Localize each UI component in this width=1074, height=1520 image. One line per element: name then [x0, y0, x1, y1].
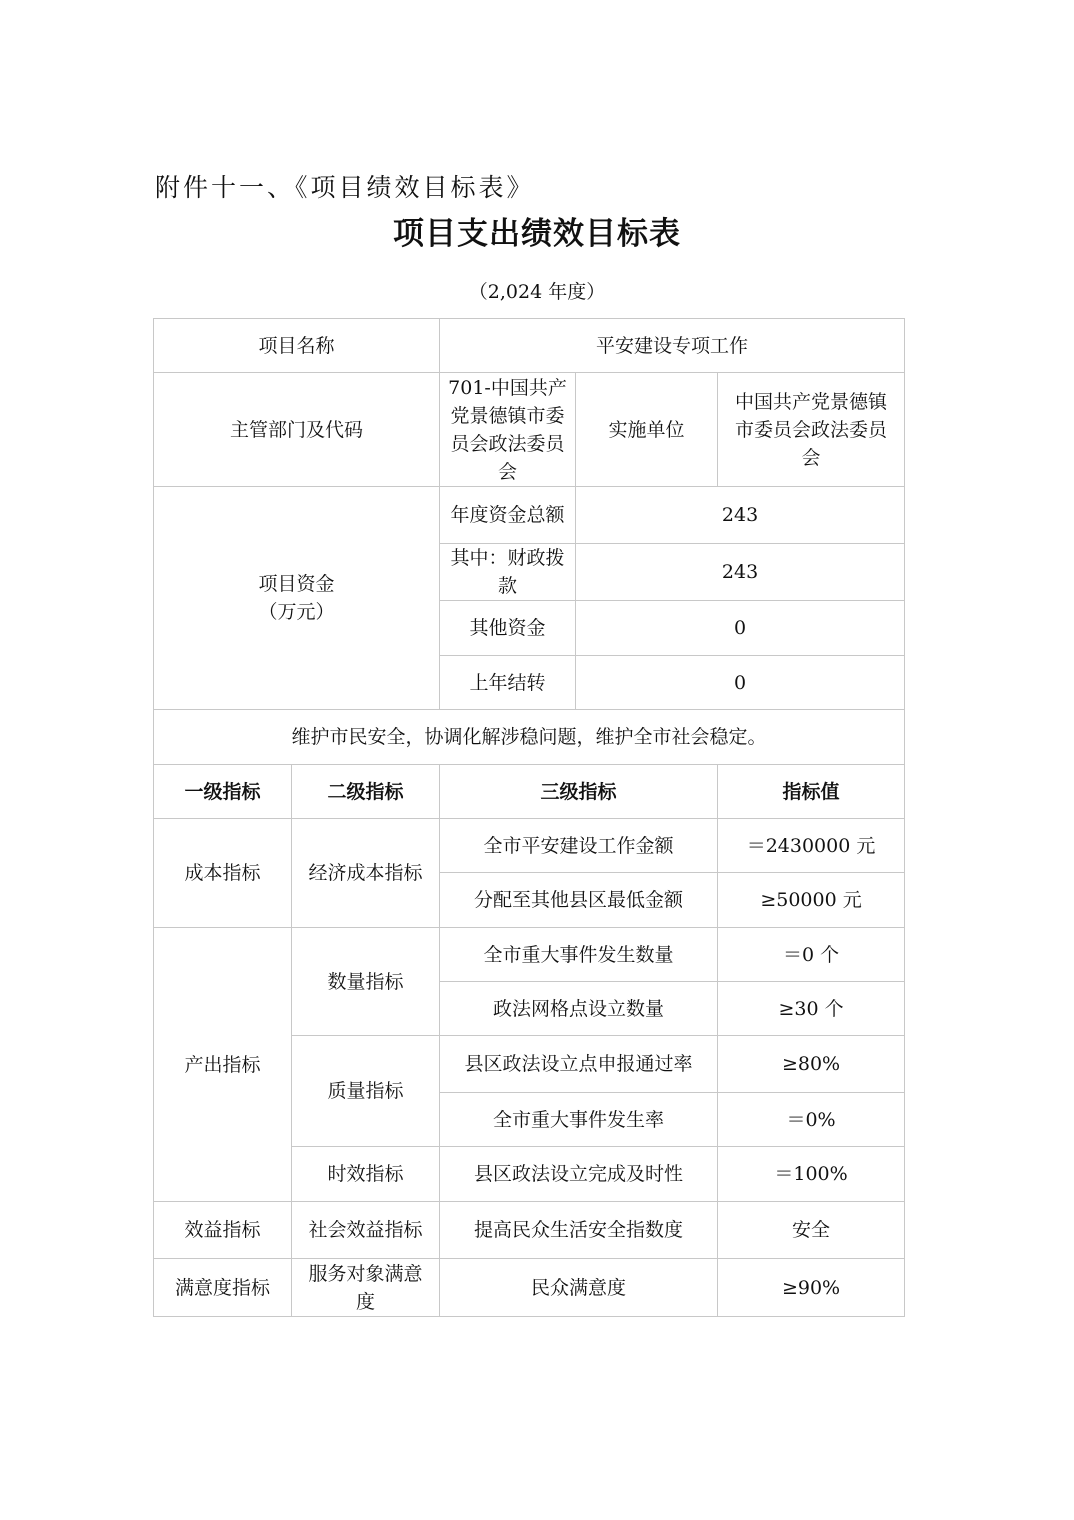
fund-fiscal-value: 243 — [576, 544, 905, 601]
fund-label: 项目资金 （万元） — [154, 487, 440, 710]
fund-other-label: 其他资金 — [440, 601, 576, 656]
header-level2: 二级指标 — [292, 765, 440, 819]
fund-total-label: 年度资金总额 — [440, 487, 576, 544]
attachment-label: 附件十一、《项目绩效目标表》 — [155, 173, 535, 202]
timeliness-level2: 时效指标 — [292, 1147, 440, 1202]
satisfaction-level2: 服务对象满意度 — [292, 1259, 440, 1317]
project-name-value: 平安建设专项工作 — [440, 319, 905, 373]
indicator-value: ＝0% — [718, 1093, 905, 1147]
indicator-value: ＝0 个 — [718, 928, 905, 982]
indicator-name: 分配至其他县区最低金额 — [440, 873, 718, 928]
quantity-level2: 数量指标 — [292, 928, 440, 1036]
performance-table — [153, 318, 905, 1317]
indicator-name: 全市平安建设工作金额 — [440, 819, 718, 873]
satisfaction-level1: 满意度指标 — [154, 1259, 292, 1317]
dept-label: 主管部门及代码 — [154, 373, 440, 487]
indicator-value: ≥30 个 — [718, 982, 905, 1036]
indicator-name: 全市重大事件发生数量 — [440, 928, 718, 982]
indicator-name: 全市重大事件发生率 — [440, 1093, 718, 1147]
fund-carryover-label: 上年结转 — [440, 656, 576, 710]
indicator-name: 政法网格点设立数量 — [440, 982, 718, 1036]
fund-fiscal-label: 其中：财政拨款 — [440, 544, 576, 601]
page-title: 项目支出绩效目标表 — [393, 216, 681, 252]
header-value: 指标值 — [718, 765, 905, 819]
header-level3: 三级指标 — [440, 765, 718, 819]
indicator-value: 安全 — [718, 1202, 905, 1259]
impl-label: 实施单位 — [576, 373, 718, 487]
project-name-label: 项目名称 — [154, 319, 440, 373]
benefit-level2: 社会效益指标 — [292, 1202, 440, 1259]
fund-carryover-value: 0 — [576, 656, 905, 710]
project-goal: 维护市民安全，协调化解涉稳问题，维护全市社会稳定。 — [154, 710, 905, 765]
indicator-value: ≥80% — [718, 1036, 905, 1093]
output-level1: 产出指标 — [154, 928, 292, 1202]
cost-level1: 成本指标 — [154, 819, 292, 928]
quality-level2: 质量指标 — [292, 1036, 440, 1147]
indicator-value: ＝2430000 元 — [718, 819, 905, 873]
benefit-level1: 效益指标 — [154, 1202, 292, 1259]
fund-total-value: 243 — [576, 487, 905, 544]
cost-level2: 经济成本指标 — [292, 819, 440, 928]
indicator-value: ≥90% — [718, 1259, 905, 1317]
indicator-name: 民众满意度 — [440, 1259, 718, 1317]
year-label: （2,024 年度） — [468, 281, 606, 303]
indicator-name: 县区政法设立完成及时性 — [440, 1147, 718, 1202]
indicator-value: ≥50000 元 — [718, 873, 905, 928]
dept-value: 701-中国共产党景德镇市委员会政法委员会 — [440, 373, 576, 487]
impl-value: 中国共产党景德镇市委员会政法委员会 — [718, 373, 905, 487]
indicator-name: 提高民众生活安全指数度 — [440, 1202, 718, 1259]
fund-other-value: 0 — [576, 601, 905, 656]
indicator-value: ＝100% — [718, 1147, 905, 1202]
header-level1: 一级指标 — [154, 765, 292, 819]
indicator-name: 县区政法设立点申报通过率 — [440, 1036, 718, 1093]
